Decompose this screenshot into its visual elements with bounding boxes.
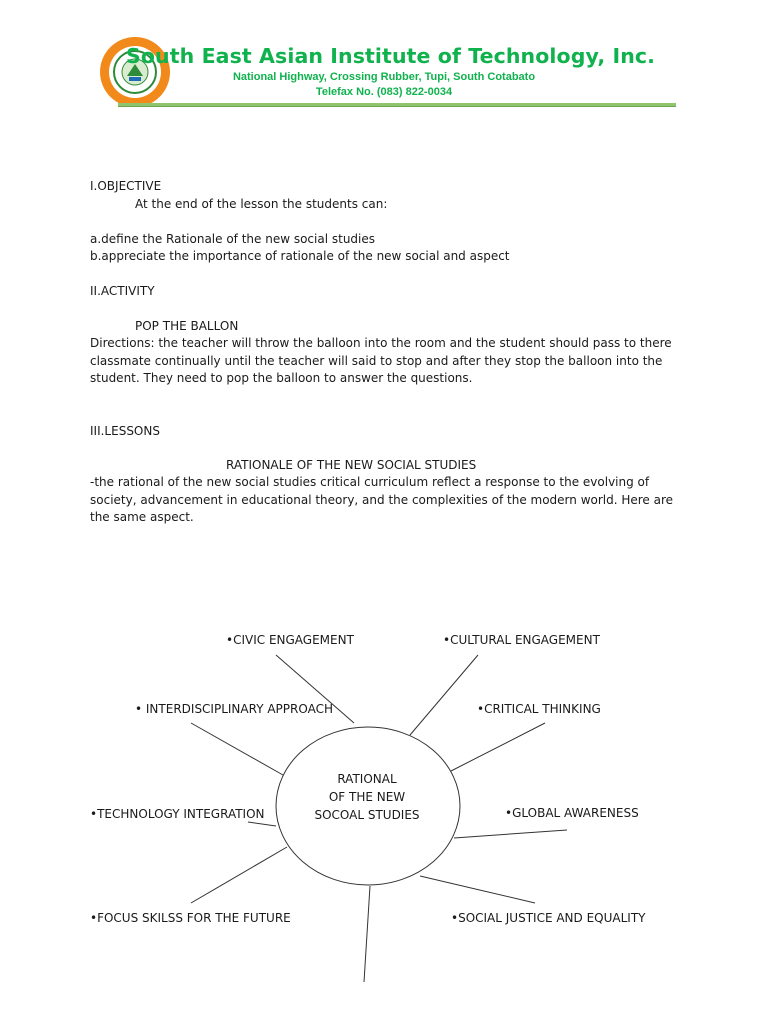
connector-focus — [191, 847, 287, 903]
connector-technology — [248, 822, 276, 826]
activity-heading: II.ACTIVITY — [90, 284, 155, 298]
label-global-awareness: •GLOBAL AWARENESS — [505, 806, 639, 820]
objective-item-b: b.appreciate the importance of rationale of the new social and aspect — [90, 249, 510, 263]
lessons-title: RATIONALE OF THE NEW SOCIAL STUDIES — [226, 458, 477, 472]
connector-cultural — [410, 655, 478, 735]
objective-heading: I.OBJECTIVE — [90, 179, 162, 193]
institution-telefax: Telefax No. (083) 822-0034 — [315, 86, 453, 98]
objective-intro: At the end of the lesson the students can: — [135, 197, 388, 211]
lessons-body: -the rational of the new social studies critical curriculum reflect a response to the evolving of society, advancement in educational theory, and the complexities of the modern world. Here are the same aspect. — [90, 475, 674, 524]
institution-name: South East Asian Institute of Technology, Inc. — [126, 44, 656, 68]
connector-bottom — [364, 886, 370, 982]
diagram-center-text — [292, 770, 442, 824]
label-technology-integration: •TECHNOLOGY INTEGRATION — [90, 807, 265, 821]
center-line-3: SOCOAL STUDIES — [314, 808, 420, 822]
connector-critical — [451, 723, 545, 771]
connector-global — [454, 830, 567, 838]
label-interdisciplinary-approach: • INTERDISCIPLINARY APPROACH — [135, 702, 333, 716]
label-critical-thinking: •CRITICAL THINKING — [477, 702, 601, 716]
lessons-heading: III.LESSONS — [90, 424, 160, 438]
institution-address: National Highway, Crossing Rubber, Tupi, South Cotabato — [232, 71, 536, 83]
objective-item-a: a.define the Rationale of the new social studies — [90, 232, 376, 246]
center-line-1: RATIONAL — [337, 772, 397, 786]
label-focus-skills: •FOCUS SKILSS FOR THE FUTURE — [90, 911, 291, 925]
center-line-2: OF THE NEW — [328, 790, 406, 804]
activity-directions: Directions: the teacher will throw the balloon into the room and the student should pass to there classmate continually until the teacher will said to stop and after they stop the balloon into the student. They need to pop the balloon to answer the questions. — [90, 336, 672, 385]
connector-social — [420, 876, 535, 903]
label-social-justice: •SOCIAL JUSTICE AND EQUALITY — [451, 911, 646, 925]
connector-interdisciplinary — [191, 723, 283, 775]
activity-title: POP THE BALLON — [135, 319, 239, 333]
label-cultural-engagement: •CULTURAL ENGAGEMENT — [443, 633, 600, 647]
label-civic-engagement: •CIVIC ENGAGEMENT — [226, 633, 354, 647]
